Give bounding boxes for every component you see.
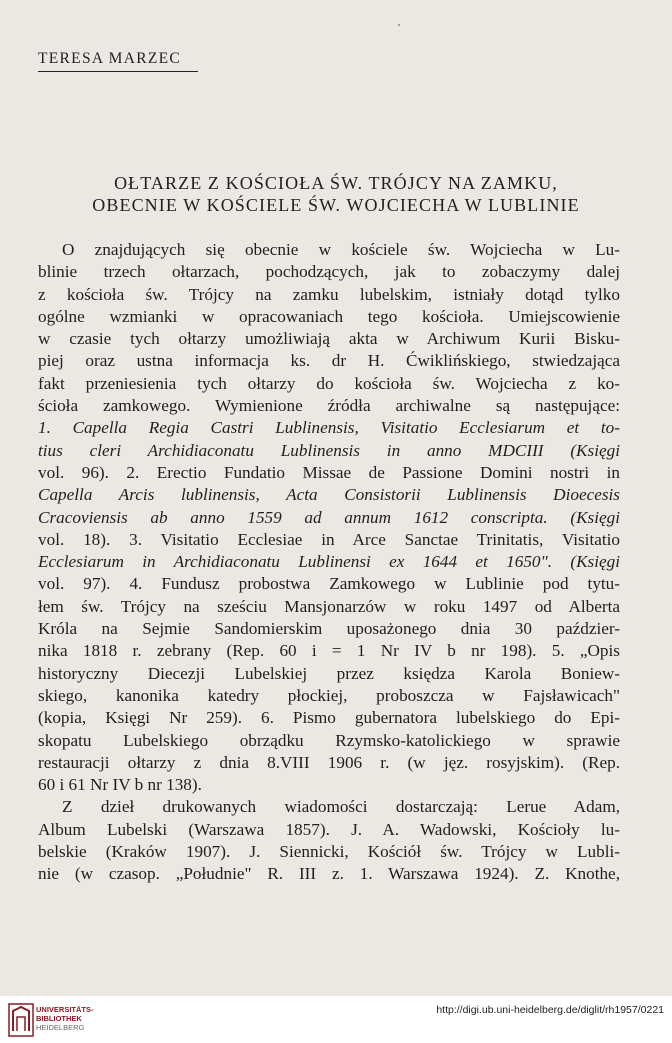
title-line-1: OŁTARZE Z KOŚCIOŁA ŚW. TRÓJCY NA ZAMKU, xyxy=(114,173,558,193)
text-line: 60 i 61 Nr IV b nr 138). xyxy=(38,775,202,795)
library-name-line-3: HEIDELBERG xyxy=(36,1023,85,1032)
text-line: O znajdujących się obecnie w kościele św. Wojciecha w Lu- xyxy=(62,240,620,259)
author-name: TERESA MARZEC xyxy=(38,50,198,72)
text-line: 1. Capella Regia Castri Lublinensis, Visitatio Ecclesiarum et to- xyxy=(38,418,620,438)
university-library-logo-icon xyxy=(8,1003,34,1037)
text-line: Capella Arcis lublinensis, Acta Consistorii Lublinensis Dioecesis xyxy=(38,485,620,505)
text-line: belskie (Kraków 1907). J. Siennicki, Kościół św. Trójcy w Lubli- xyxy=(38,842,620,862)
text-line: skiego, kanonika katedry płockiej, proboszcza w Fajsławicach" xyxy=(38,685,620,705)
text-line: restauracji ołtarzy z dnia 8.VIII 1906 r. (w jęz. rosyjskim). (Rep. xyxy=(38,752,620,772)
text-line: piej oraz ustna informacja ks. dr H. Ćwiklińskiego, stwiedzająca xyxy=(38,351,620,371)
source-url-link[interactable]: http://digi.ub.uni-heidelberg.de/diglit/rh1957/0221 xyxy=(436,1004,664,1016)
library-name-line-2: BIBLIOTHEK xyxy=(36,1014,82,1023)
library-name xyxy=(36,1005,94,1032)
text-line: Cracoviensis ab anno 1559 ad annum 1612 conscripta. (Księgi xyxy=(38,507,620,527)
text-line: Ecclesiarum in Archidiaconatu Lublinensi ex 1644 et 1650". (Księgi xyxy=(38,552,620,572)
speck xyxy=(398,24,400,26)
text-line: vol. 96). 2. Erectio Fundatio Missae de Passione Domini nostri in xyxy=(38,462,620,482)
text-line: ogólne wzmianki w opracowaniach tego kościoła. Umiejscowienie xyxy=(38,306,620,326)
title-line-2: OBECNIE W KOŚCIELE ŚW. WOJCIECHA W LUBLINIE xyxy=(92,195,580,215)
text-line: vol. 97). 4. Fundusz probostwa Zamkowego w Lublinie pod tytu- xyxy=(38,574,620,594)
text-line: w czasie tych ołtarzy umożliwiają akta w Archiwum Kurii Bisku- xyxy=(38,329,620,349)
text-line: (kopia, Księgi Nr 259). 6. Pismo gubernatora lubelskiego do Epi- xyxy=(38,708,620,728)
text-line: z kościoła św. Trójcy na zamku lubelskim, istniały dotąd tylko xyxy=(38,284,620,304)
library-name-line-1: UNIVERSITÄTS- xyxy=(36,1005,94,1014)
text-line: nika 1818 r. zebrany (Rep. 60 i = 1 Nr IV b nr 198). 5. „Opis xyxy=(38,641,620,661)
article-title xyxy=(30,172,642,216)
text-line: skopatu Lubelskiego obrządku Rzymsko-katolickiego w sprawie xyxy=(38,730,620,750)
text-line: Album Lubelski (Warszawa 1857). J. A. Wadowski, Kościoły lu- xyxy=(38,819,620,839)
text-line: blinie trzech ołtarzach, pochodzących, jak to zobaczymy dalej xyxy=(38,262,620,282)
text-line: Z dzieł drukowanych wiadomości dostarczają: Lerue Adam, xyxy=(62,797,620,817)
text-line: nie (w czasop. „Południe" R. III z. 1. Warszawa 1924). Z. Knothe, xyxy=(38,864,620,884)
text-line: łem św. Trójcy na sześciu Mansjonarzów w roku 1497 od Alberta xyxy=(38,596,620,616)
text-line: fakt przeniesienia tych ołtarzy do kościoła św. Wojciecha z ko- xyxy=(38,373,620,393)
text-line: historyczny Diecezji Lubelskiej przez księdza Karola Boniew- xyxy=(38,663,620,683)
text-line: Króla na Sejmie Sandomierskim uposażonego dnia 30 paździer- xyxy=(38,619,620,639)
text-line: vol. 18). 3. Visitatio Ecclesiae in Arce Sanctae Trinitatis, Visitatio xyxy=(38,529,620,549)
text-line: ścioła zamkowego. Wymienione źródła archiwalne są następujące: xyxy=(38,396,620,416)
text-line: tius cleri Archidiaconatu Lublinensis in anno MDCIII (Księgi xyxy=(38,440,620,460)
article-body xyxy=(38,239,620,886)
